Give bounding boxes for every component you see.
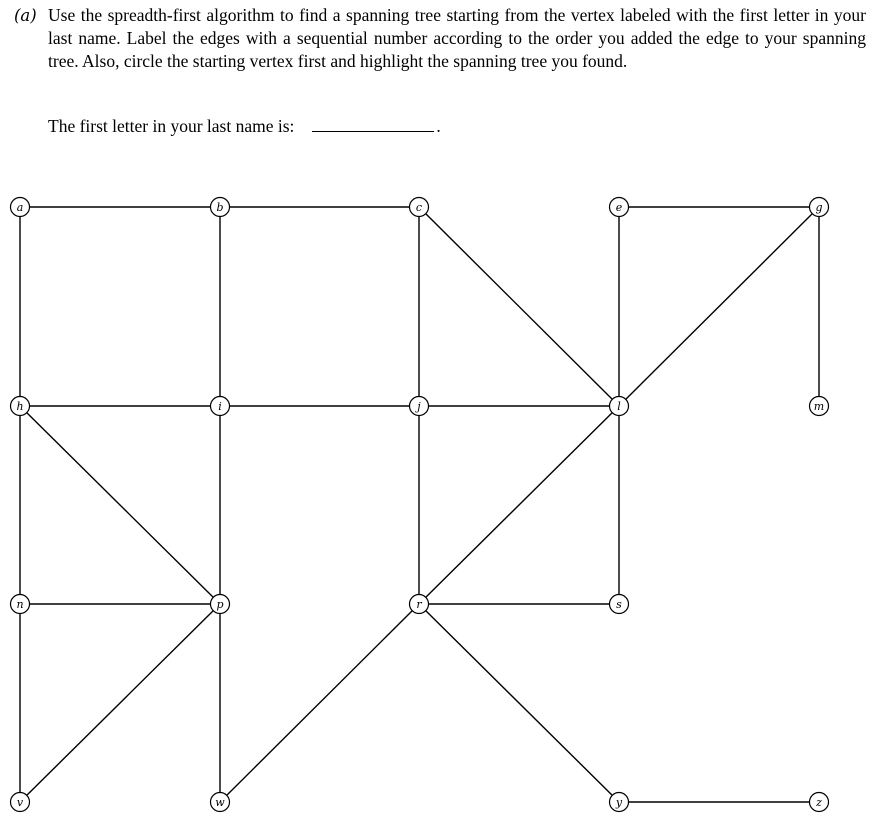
- vertex-s: [610, 595, 629, 614]
- vertex-label-p: p: [216, 598, 224, 611]
- vertex-label-n: n: [16, 598, 24, 611]
- vertex-e: [610, 198, 629, 217]
- vertex-g: [810, 198, 829, 217]
- vertex-label-m: m: [813, 400, 825, 413]
- vertex-p: [211, 595, 230, 614]
- vertex-label-s: s: [616, 598, 622, 611]
- vertex-m: [810, 397, 829, 416]
- vertex-label-w: w: [215, 796, 225, 809]
- vertex-label-c: c: [415, 201, 423, 214]
- vertex-i: [211, 397, 230, 416]
- vertex-label-j: j: [417, 400, 421, 413]
- vertex-label-h: h: [16, 400, 24, 413]
- vertex-l: [610, 397, 629, 416]
- vertex-label-b: b: [216, 201, 224, 214]
- edge-l-r: [419, 406, 619, 604]
- vertex-w: [211, 793, 230, 812]
- vertex-v: [11, 793, 30, 812]
- problem-label: (a): [14, 6, 37, 25]
- vertex-j: [410, 397, 429, 416]
- vertex-z: [810, 793, 829, 812]
- vertex-y: [610, 793, 629, 812]
- vertex-label-l: l: [617, 400, 621, 413]
- edge-r-y: [419, 604, 619, 802]
- prompt-period: .: [436, 116, 441, 136]
- vertex-a: [11, 198, 30, 217]
- vertex-label-e: e: [615, 201, 623, 214]
- vertex-c: [410, 198, 429, 217]
- vertex-r: [410, 595, 429, 614]
- vertex-b: [211, 198, 230, 217]
- edge-c-l: [419, 207, 619, 406]
- edge-r-w: [220, 604, 419, 802]
- vertex-label-y: y: [615, 796, 623, 809]
- vertex-label-a: a: [16, 201, 24, 214]
- vertex-h: [11, 397, 30, 416]
- edge-g-l: [619, 207, 819, 406]
- graph-edges: [20, 207, 819, 802]
- vertex-label-v: v: [16, 796, 24, 809]
- edge-h-p: [20, 406, 220, 604]
- vertex-label-z: z: [816, 796, 822, 809]
- vertex-label-r: r: [416, 598, 422, 611]
- vertex-label-g: g: [815, 201, 823, 214]
- edge-p-v: [20, 604, 220, 802]
- vertex-n: [11, 595, 30, 614]
- problem-text: Use the spreadth-first algorithm to find a spanning tree starting from the vertex labeled with the first letter in your last name. Label the edges with a sequential number according to the order you added the edge to your spanning tree. Also, circle the starting vertex first and highlight the spanning tree you found.: [48, 5, 866, 71]
- vertex-label-i: i: [218, 400, 222, 413]
- last-name-prompt-text: The first letter in your last name is:: [48, 116, 295, 136]
